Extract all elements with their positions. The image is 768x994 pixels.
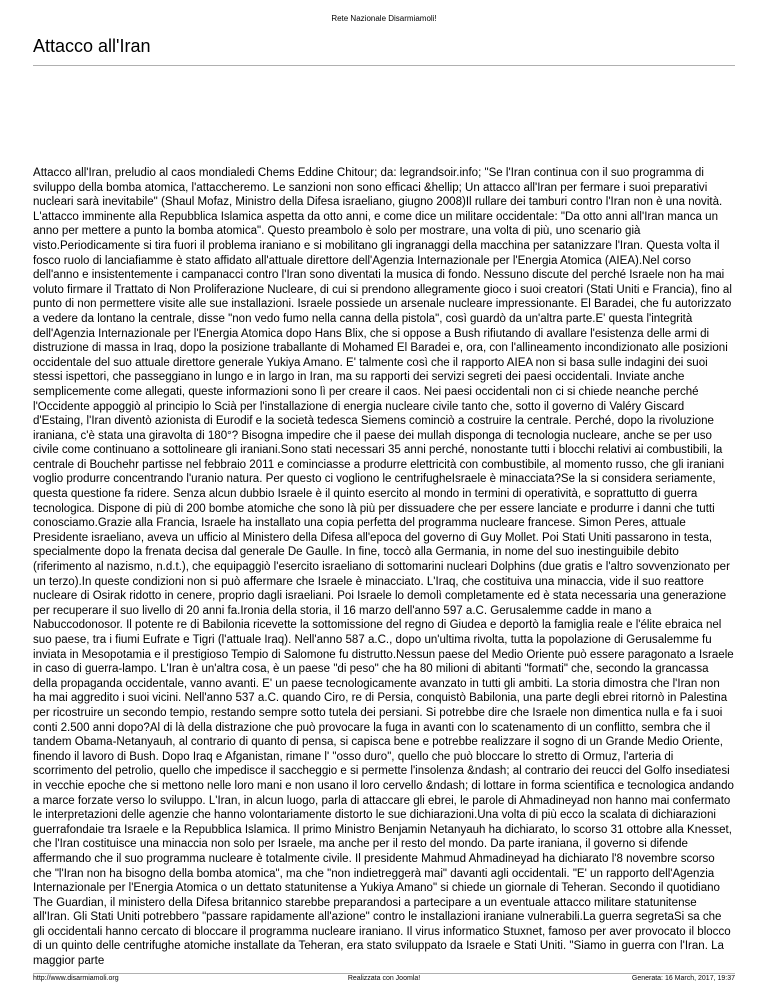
site-header: Rete Nazionale Disarmiamoli! — [331, 14, 437, 23]
article-body: Attacco all'Iran, preludio al caos mondialedi Chems Eddine Chitour; da: legrandsoir.info; "Se l'Iran continua con il suo programma di sviluppo della bomba atomica, l'attaccheremo. Le sanzioni non sono efficaci &hellip; Un attacco all'Iran per fermare i suoi preparativi nucleari sarà inevitabile" (Shaul Mofaz, Ministro della Difesa israeliano, giugno 2008)Il rullare dei tamburi contro l'Iran non è una novità. L'attacco imminente alla Repubblica Islamica aspetta da otto anni, e come dice un militare occidentale: "Da otto anni all'Iran manca un anno per mettere a punto la bomba atomica". Questo preambolo è solo per mostrare, una volta di più, uno scenario già visto.Periodicamente si tira fuori il problema iraniano e si mobilitano gli ingranaggi della macchina per satanizzare l'Iran. Questa volta il fosco ruolo di lanciafiamme è stato affidato all'attuale direttore dell'Agenzia Internazionale per l'Energia Atomica (AIEA).Nel corso dell'anno e insistentemente i campanacci contro l'Iran sono diventati la musica di fondo. Nessuno discute del perché Israele non ha mai voluto firmare il Trattato di Non Proliferazione Nucleare, di cui si prendono allegramente gioco i suoi creatori (Stati Uniti e Francia), fino al punto di non permettere visite alle sue installazioni. Israele possiede un arsenale nucleare impressionante. El Baradei, che fu autorizzato a vedere da lontano la centrale, disse "non vedo fumo nella canna della pistola", così guardò da un'altra parte.E' questa l'integrità dell'Agenzia Internazionale per l'Energia Atomica dopo Hans Blix, che si oppose a Bush rifiutando di avallare l'esistenza delle armi di distruzione di massa in Iraq, dopo la posizione traballante di Mohamed El Baradei e, ora, con l'allineamento incondizionato alle posizioni occidentale del suo attuale direttore generale Yukiya Amano. E' talmente così che il rapporto AIEA non si basa sulle indagini dei suoi stessi ispettori, che passeggiano in lungo e in largo in Iran, ma su rapporti dei servizi segreti dei paesi occidentali. Inviate anche semplicemente come allegati, queste informazioni sono lì per creare il caos. Nei paesi occidentali non ci si chiede neanche perché l'Occidente appoggiò al principio lo Scià per l'installazione di energia nucleare civile tanto che, sotto il governo di Valéry Giscard d'Estaing, l'Iran diventò azionista di Eurodif e la società tedesca Siemens cominciò a costruire la centrale. Perché, dopo la rivoluzione iraniana, c'è stata una giravolta di 180°? Bisogna impedire che il paese dei mullah disponga di tecnologia nucleare, anche se per uso civile come continuano a sottolineare gli iraniani.Sono stati necessari 35 anni perché, nonostante tutti i blocchi relativi ai combustibili, la centrale di Bouchehr partisse nel febbraio 2011 e cominciasse a produrre elettricità con combustibile, al momento russo, che gli iraniani voglio produrre concentrando l'uranio natura. Per questo ci vogliono le centrifugheIsraele è minacciata?Se la si considera seriamente, questa questione fa ridere. Senza alcun dubbio Israele è il quinto esercito al mondo in termini di operatività, e soprattutto di guerra tecnologica. Dispone di più di 200 bombe atomiche che sono là più per dissuadere che per essere lanciate e produrre i danni che tutti conosciamo.Grazie alla Francia, Israele ha installato una copia perfetta del programma nucleare francese. Simon Peres, attuale Presidente israeliano, aveva un ufficio al Ministero della Difesa all'epoca del governo di Guy Mollet. Poi Stati Uniti passarono in testa, specialmente dopo la frenata decisa dal generale De Gaulle. In fine, toccò alla Germania, in nome del suo inestinguibile debito (riferimento al nazismo, n.d.t.), che equipaggiò l'esercito israeliano di sottomarini nucleari Dolphins (due gratis e l'altro sovvenzionato per un terzo).In queste condizioni non si può affermare che Israele è minacciato. L'Iraq, che costituiva una minaccia, vide il suo reattore nucleare di Osirak ridotto in cenere, proprio dagli israeliani. Poi Israele lo demolì completamente ed è stata necessaria una generazione per recuperare il suo livello di 20 anni fa.Ironia della storia, il 16 marzo dell'anno 597 a.C. Gerusalemme cadde in mano a Nabuccodonosor. Il potente re di Babilonia ricevette la sottomissione del regno di Giudea e deportò la famiglia reale e l'élite ebraica nel suo paese, tra i fiumi Eufrate e Tigri (l'attuale Iraq). Nell'anno 587 a.C., dopo un'ultima rivolta, tutta la popolazione di Gerusalemme fu inviata in Mesopotamia e il prestigioso Tempio di Salomone fu distrutto.Nessun paese del Medio Oriente può essere paragonato a Israele in caso di guerra-lampo. L'Iran è un'altra cosa, è un paese "di peso" che ha 80 milioni di abitanti "formati" che, secondo la grancassa della propaganda occidentale, vanno avanti. E' un paese tecnologicamente avanzato in tutti gli ambiti. La storia dimostra che l'Iran non ha mai aggredito i suoi vicini. Nell'anno 537 a.C. quando Ciro, re di Persia, conquistò Babilonia, una parte degli ebrei ritornò in Palestina per ricostruire un secondo tempio, restando sempre sotto tutela dei persiani. Si potrebbe dire che Israele non dimentica nulla e fa i suoi conti 2.500 anni dopo?Al di là della distrazione che può provocare la fuga in avanti con lo scatenamento di un conflitto, sembra che il tandem Obama-Netanyauh, al contrario di quanto di pensa, si capisca bene e potrebbe realizzare il sogno di un Grande Medio Oriente, finendo il lavoro di Bush. Dopo Iraq e Afganistan, rimane l' "osso duro", quello che può bloccare lo stretto di Ormuz, l'arteria di scorrimento del petrolio, quello che impedisce il saccheggio e si permette l'insolenza &ndash; al contrario dei reucci del Golfo insediatesi in vecchie epoche che si mettono nelle loro mani e non usano il loro cervello &ndash; di lottare in forma scientifica e tecnologica andando a marce forzate verso lo sviluppo. L'Iran, in alcun luogo, parla di attaccare gli ebrei, le parole di Ahmadineyad non hanno mai confermato le interpretazioni delle agenzie che hanno volontariamente distorto le sue dichiarazioni.Una volta di più ecco la scalata di dichiarazioni guerrafondaie tra Israele e la Repubblica Islamica. Il primo Ministro Benjamin Netanyauh ha dichiarato, lo scorso 31 ottobre alla Knesset, che l'Iran costituisce una minaccia non solo per Israele, ma anche per il resto del mondo. Da parte iraniana, il governo si difende affermando che il suo programma nucleare è totalmente civile. Il presidente Mahmud Ahmadineyad ha dichiarato l'8 novembre scorso che "l'Iran non ha bisogno della bomba atomica", ma che "non indietreggerà mai" davanti agli occidentali. "E' un rapporto dell'Agenzia Internazionale per l'Energia Atomica o un dettato statunitense a Yukiya Amano" si chiede un giornale di Teheran. Secondo il quotidiano The Guardian, il ministero della Difesa britannico starebbe preparandosi a partecipare a un eventuale attacco militare statunitense all'Iran. Gli Stati Uniti potrebbero "passare rapidamente all'azione" contro le installazioni iraniane vulnerabili.La guerra segretaSi sa che gli occidentali hanno cercato di bloccare il programma nucleare iraniano. Il virus informatico Stuxnet, famoso per aver provocato il blocco di un quinto delle centrifughe atomiche installate da Teheran, era stato sviluppato da Israele e Stati Uniti. "Siamo in guerra con l'Iran. La maggior parte — [33, 167, 734, 968]
footer-generated-date: Generata: 16 March, 2017, 19:37 — [631, 975, 735, 982]
title-divider — [33, 65, 735, 66]
footer-divider — [33, 973, 735, 974]
page-footer — [33, 975, 735, 987]
footer-credit: Realizzata con Joomla! — [347, 975, 421, 982]
page-title: Attacco all'Iran — [33, 36, 151, 56]
footer-url[interactable]: http://www.disarmiamoli.org — [33, 975, 119, 982]
